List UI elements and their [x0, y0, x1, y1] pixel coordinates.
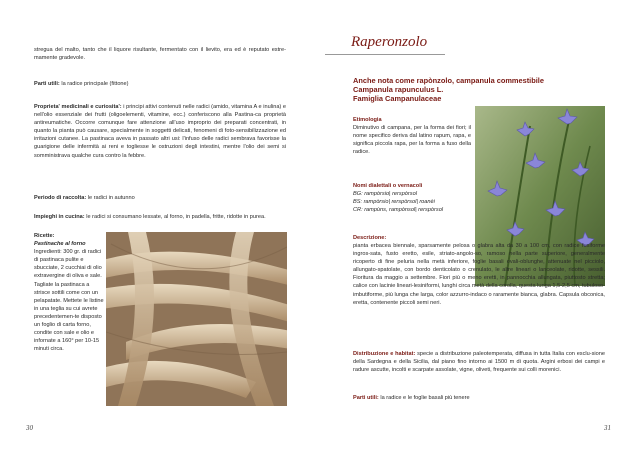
scientific-name-line: Campanula rapunculus L.: [353, 85, 444, 94]
title-rule: [325, 54, 445, 55]
parti-utili-paragraph: Parti utili: la radice principale (fittone): [34, 81, 129, 87]
common-name-line: Anche nota come rapònzolo, campanula commestibile: [353, 76, 544, 85]
descrizione-text: pianta erbacea biennale, sparsamente pelosa o glabra alta da 30 a 100 cm, con radice fusiforme ingros-sata, fusto eretto, esile, striato-angolo-so, ramoso nella parte superiore, generalmente ricoperto di fine peluria nella metà inferiore, foglie basali ovali-oblunghe, attenuate nel picciolo, allungato-spatolate, con bordo denticolato o crenulato, le altre lineari o lanceolate, ridotte, sessili. Fioritura da maggio a settembre. Fiori più o meno eretti, in pannocchia allungata, piuttosto stretta; calice con lacinie lineari-lesiniformi, lunghi circa metà della corolla, questa lunga 1,5-2,5 cm, tubuloso-imbutiforme, più lunga che larga, color azzurro-indaco o raramente bianca, glabra. Capsula obconica, eretta, contenente piccoli semi neri.: [353, 243, 605, 306]
dialettali-cr: CR: rampùns, rampònsol| rerspòrsol: [353, 207, 444, 214]
page-number-left: 30: [26, 424, 33, 432]
impieghi-label: Impieghi in cucina:: [34, 214, 85, 220]
impieghi-paragraph: Impieghi in cucina: le radici si consumano lessate, al forno, in padella, fritte, ridotte in purea.: [34, 214, 266, 220]
distribuzione-paragraph: Distribuzione e habitat: specie a distribuzione paleotemperata, diffusa in tutta Italia con esclu-sione della Sardegna e della Sicilia, dal piano fino intorno ai 1500 m di quota. Argini erbosi dei campi e radure ascutte, incolti e scarpate assolate, vigne, oliveti, frequente sui colli morenici.: [353, 351, 605, 374]
dialettali-bs: BS: rampòrsio| rerspòrsol| roanèi: [353, 199, 435, 206]
proprieta-paragraph: Proprieta' medicinali e curiosita': i principi attivi contenuti nelle radici (amido, vitamina A e inulina) e nell'olio essenziale dei frutti (oligoelementi, vitamine, ecc.) conferiscono alla Pastina-ca proprietà antireumatiche. Occorre comunque fare attenzione all'uso improprio dei preparati concentrati, in quanto la pianta può causare, specialmente in soggetti delicati, fenomeni di foto-sensibilizzazione ed irritazioni cutanee. La pastinaca aveva in passato altri usi: l'infuso delle radici sembrava favorisse la guarigione delle infermità ai reni e togliesse le ostruzioni degli intestini, mentre l'olio dei semi si somministrava qualche cura contro la febbre.: [34, 104, 286, 159]
plant-title: Raperonzolo: [351, 34, 428, 50]
right-page: [319, 0, 638, 453]
parti-utili-label: Parti utili:: [34, 81, 60, 87]
distribuzione-label: Distribuzione e habitat:: [353, 351, 416, 357]
etimologia-block: [353, 116, 471, 156]
parti-utili-right-paragraph: Parti utili: la radice e le foglie basali più tenere: [353, 395, 470, 401]
parti-utili-right-label: Parti utili:: [353, 395, 379, 401]
proprieta-label: Proprieta' medicinali e curiosita':: [34, 104, 122, 110]
dialettali-label: Nomi dialettali o vernacoli: [353, 183, 423, 189]
intro-paragraph: stregua del malto, tanto che il liquore risultante, fermentato con il lievito, era ed è reputato estre-mamente gradevole.: [34, 47, 286, 62]
periodo-label: Periodo di raccolta:: [34, 195, 87, 201]
dialettali-block: [353, 182, 471, 214]
recipe-block: [34, 232, 104, 353]
periodo-paragraph: Periodo di raccolta: le radici in autunno: [34, 195, 135, 201]
ricette-label: Ricette:: [34, 233, 55, 239]
etimologia-label: Etimologia: [353, 117, 382, 123]
family-name-line: Famiglia Campanulaceae: [353, 94, 442, 103]
page-number-right: 31: [604, 424, 611, 432]
etimologia-text: Diminutivo di campana, per la forma dei fiori; il nome specifico deriva dal latino rapum, rapa, e significa piccola rapa, per la forma a fuso della radice.: [353, 125, 471, 156]
descrizione-paragraph: [353, 242, 605, 362]
recipe-title: Pastinache al forno: [34, 241, 86, 248]
descrizione-start: [353, 234, 471, 242]
parsnip-photo: [106, 232, 287, 406]
descrizione-label: Descrizione:: [353, 235, 387, 241]
recipe-text: Ingredienti: 300 gr. di radici di pastinaca pulite e sbucciate, 2 cucchiai di olio extravergine di oliva e sale. Tagliate la pastinaca a strisce sottili come con un pelapatate. Mettete le listine in una teglia su cui avrete precedentemen-te disposto un foglio di carta forno, condite con sale e olio e infornate a 160° per 10-15 minuti circa.: [34, 249, 104, 353]
dialettali-bg: BG: rampòrsio| rerspòrsol: [353, 191, 417, 198]
